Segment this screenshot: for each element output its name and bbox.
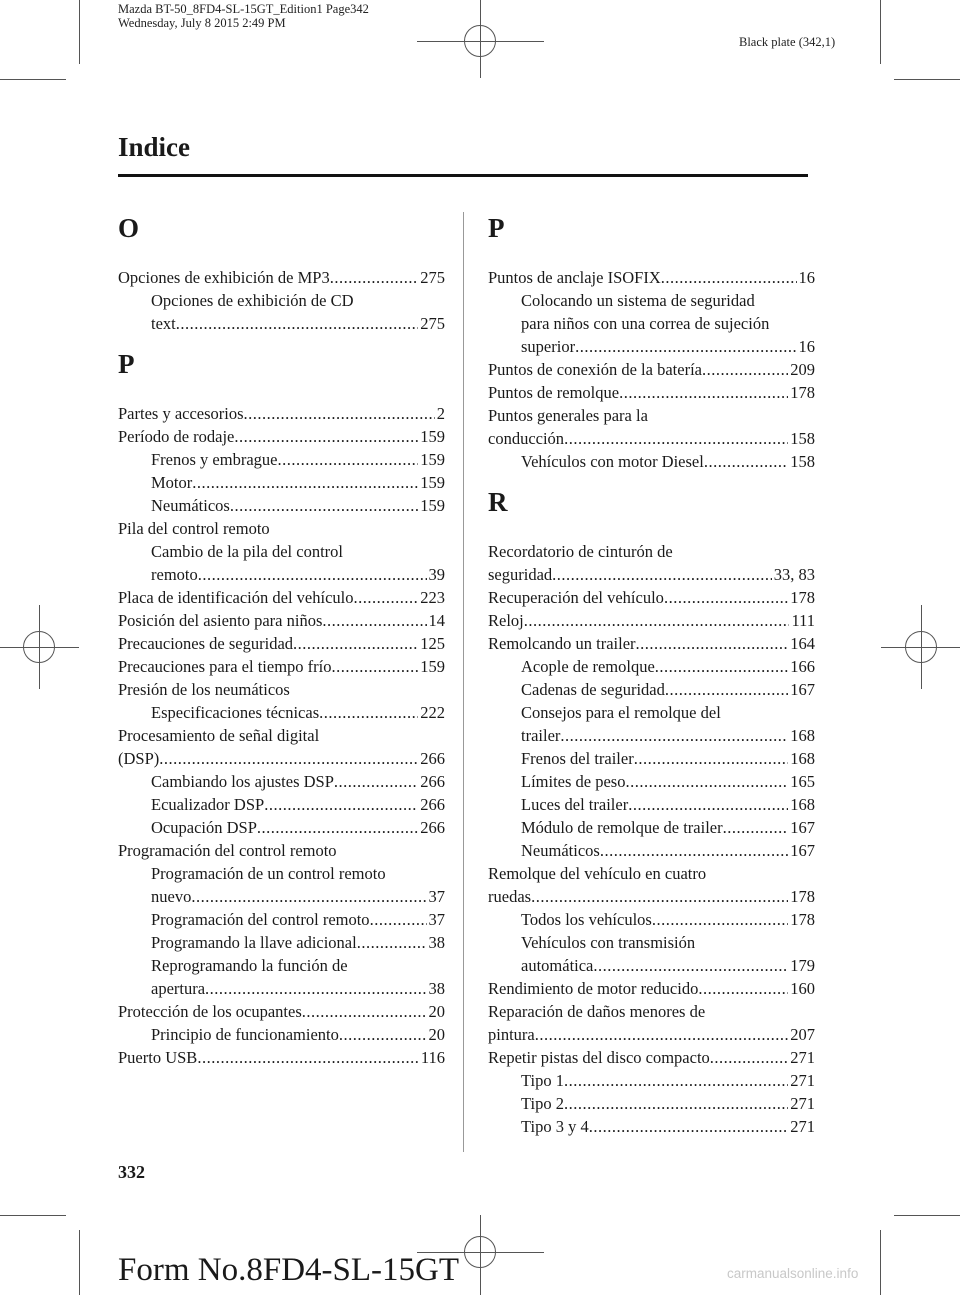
index-page-ref: 167 (790, 841, 815, 860)
index-subentry (488, 747, 815, 770)
title-rule (118, 174, 808, 177)
crop-mark-bl-horizontal (0, 1215, 66, 1216)
index-page-ref: 271 (790, 1071, 815, 1090)
dot-leader (664, 586, 788, 609)
index-subentry (488, 816, 815, 839)
index-entry (488, 1046, 815, 1069)
dot-leader (698, 977, 788, 1000)
index-entry-text: Posición del asiento para niños (118, 611, 323, 630)
index-subentry (488, 724, 815, 747)
index-page-ref: 165 (790, 772, 815, 791)
page-number: 332 (118, 1162, 145, 1182)
index-entry-text: trailer (521, 726, 561, 745)
index-subentry (118, 862, 445, 885)
index-entry-text: Recordatorio de cinturón de (488, 542, 673, 561)
index-entry (488, 1023, 815, 1046)
dot-leader (293, 632, 418, 655)
registration-target-right-circle (905, 631, 937, 663)
dot-leader (370, 908, 427, 931)
dot-leader (339, 1023, 427, 1046)
index-page-ref: 271 (790, 1094, 815, 1113)
index-entry-text: Opciones de exhibición de MP3 (118, 268, 330, 287)
index-entry (118, 724, 445, 747)
dot-leader (710, 1046, 788, 1069)
index-page-ref: 167 (790, 818, 815, 837)
print-header (118, 2, 369, 30)
dot-leader (244, 402, 435, 425)
crop-mark-tl-vertical (79, 0, 80, 64)
index-subentry (488, 908, 815, 931)
index-page-ref: 178 (790, 588, 815, 607)
index-entry (118, 839, 445, 862)
dot-leader (575, 335, 796, 358)
form-number: Form No.8FD4-SL-15GT (118, 1252, 460, 1288)
index-page-ref: 37 (428, 910, 445, 929)
index-entry-text: Tipo 1 (521, 1071, 564, 1090)
index-subentry (118, 494, 445, 517)
index-entry (488, 862, 815, 885)
crop-mark-tr-vertical (880, 0, 881, 64)
index-page-ref: 179 (790, 956, 815, 975)
index-entry-text: Cambiando los ajustes DSP (151, 772, 334, 791)
index-subentry (488, 450, 815, 473)
index-entry-text: Precauciones de seguridad (118, 634, 294, 653)
index-entry-text: Frenos del trailer (521, 749, 634, 768)
dot-leader (334, 770, 418, 793)
index-entry (488, 358, 815, 381)
index-entry-text: Todos los vehículos (521, 910, 652, 929)
index-subentry (488, 312, 815, 335)
index-entry-text: Acople de remolque (521, 657, 655, 676)
dot-leader (357, 931, 427, 954)
index-page-ref: 178 (790, 910, 815, 929)
dot-leader (619, 381, 788, 404)
dot-leader (652, 908, 788, 931)
dot-leader (589, 1115, 789, 1138)
index-entry-text: Período de rodaje (118, 427, 235, 446)
index-entry-text: Vehículos con motor Diesel (521, 452, 704, 471)
index-page-ref: 14 (428, 611, 445, 630)
index-subentry (488, 954, 815, 977)
index-page-ref: 159 (420, 427, 445, 446)
index-subentry (488, 931, 815, 954)
index-entry-text: Principio de funcionamiento (151, 1025, 339, 1044)
dot-leader (636, 632, 789, 655)
index-entry-text: Cambio de la pila del control (151, 542, 343, 561)
index-subentry (488, 655, 815, 678)
dot-leader (257, 816, 418, 839)
registration-target-left-circle (23, 631, 55, 663)
index-entry (118, 678, 445, 701)
dot-leader (634, 747, 789, 770)
index-entry-text: Puntos de conexión de la batería (488, 360, 702, 379)
index-subentry (488, 770, 815, 793)
print-header-line1: Mazda BT-50_8FD4-SL-15GT_Edition1 Page342 (118, 2, 369, 16)
index-entry (488, 404, 815, 427)
index-subentry (488, 701, 815, 724)
index-entry (488, 427, 815, 450)
index-entry-text: Presión de los neumáticos (118, 680, 290, 699)
index-subentry (488, 335, 815, 358)
index-page-ref: 33, 83 (773, 565, 815, 584)
index-entry-text: Programación del control remoto (118, 841, 337, 860)
index-entry-text: Frenos y embrague (151, 450, 278, 469)
dot-leader (524, 609, 790, 632)
registration-target-top-circle (464, 25, 496, 57)
index-entry-text: Protección de los ocupantes (118, 1002, 302, 1021)
index-entry-text: remoto (151, 565, 198, 584)
dot-leader (600, 839, 788, 862)
index-subentry (488, 793, 815, 816)
index-entry-text: nuevo (151, 887, 192, 906)
dot-leader (560, 724, 788, 747)
index-page-ref: 168 (790, 795, 815, 814)
index-page-ref: 38 (428, 933, 445, 952)
index-subentry (488, 1115, 815, 1138)
index-page-ref: 158 (790, 452, 815, 471)
index-entry-text: Remolque del vehículo en cuatro (488, 864, 707, 883)
dot-leader (192, 471, 418, 494)
index-entry-text: Luces del trailer (521, 795, 629, 814)
dot-leader (628, 793, 788, 816)
dot-leader (552, 563, 772, 586)
index-entry (118, 517, 445, 540)
index-page-ref: 111 (791, 611, 815, 630)
index-page-ref: 116 (420, 1048, 445, 1067)
index-subentry (488, 678, 815, 701)
index-subentry (118, 1023, 445, 1046)
index-entry (488, 586, 815, 609)
dot-leader (625, 770, 788, 793)
index-page-ref: 223 (420, 588, 445, 607)
index-column-left (118, 213, 445, 1069)
index-subentry (118, 312, 445, 335)
watermark: carmanualsonline.info (727, 1266, 859, 1281)
index-subentry (118, 816, 445, 839)
index-subentry (118, 448, 445, 471)
index-entry-text: Programación de un control remoto (151, 864, 386, 883)
index-entry-text: pintura (488, 1025, 535, 1044)
index-entry-text: Rendimiento de motor reducido (488, 979, 699, 998)
index-entry-text: Reparación de daños menores de (488, 1002, 706, 1021)
index-subentry (118, 954, 445, 977)
index-page-ref: 266 (420, 749, 445, 768)
dot-leader (330, 266, 419, 289)
dot-leader (264, 793, 418, 816)
index-page-ref: 207 (790, 1025, 815, 1044)
index-entry (488, 540, 815, 563)
dot-leader (531, 885, 788, 908)
index-entry-text: text (151, 314, 176, 333)
dot-leader (230, 494, 418, 517)
index-entry-text: Especificaciones técnicas (151, 703, 320, 722)
index-entry (488, 977, 815, 1000)
dot-leader (176, 312, 419, 335)
index-entry-text: Placa de identificación del vehículo (118, 588, 354, 607)
index-entry (118, 586, 445, 609)
dot-leader (159, 747, 418, 770)
dot-leader (354, 586, 419, 609)
index-column-right (488, 213, 815, 1138)
section-title: Indice (118, 132, 191, 162)
index-page-ref: 275 (420, 268, 445, 287)
index-entry-text: Consejos para el remolque del (521, 703, 721, 722)
index-entry-text: Puerto USB (118, 1048, 198, 1067)
crop-mark-tr-horizontal (894, 79, 960, 80)
index-entry-text: Procesamiento de señal digital (118, 726, 320, 745)
crop-mark-br-horizontal (894, 1215, 960, 1216)
index-entry (118, 402, 445, 425)
index-entry-text: para niños con una correa de sujeción (521, 314, 770, 333)
index-subentry (488, 1092, 815, 1115)
index-entry-text: apertura (151, 979, 206, 998)
index-entry-text: Pila del control remoto (118, 519, 270, 538)
index-page-ref: 209 (790, 360, 815, 379)
index-entry-text: Programando la llave adicional (151, 933, 357, 952)
index-entry-text: conducción (488, 429, 565, 448)
index-letter-heading: P (118, 349, 135, 379)
index-subentry (488, 289, 815, 312)
index-entry-text: Módulo de remolque de trailer (521, 818, 723, 837)
index-page-ref: 164 (790, 634, 815, 653)
dot-leader (332, 655, 419, 678)
index-subentry (488, 839, 815, 862)
index-entry-text: Precauciones para el tiempo frío (118, 657, 332, 676)
index-page-ref: 20 (428, 1002, 445, 1021)
index-entry-text: Colocando un sistema de seguridad (521, 291, 755, 310)
index-entry-text: seguridad (488, 565, 553, 584)
index-subentry (118, 701, 445, 724)
index-entry-text: Puntos de anclaje ISOFIX (488, 268, 661, 287)
dot-leader (198, 563, 427, 586)
index-page-ref: 271 (790, 1048, 815, 1067)
dot-leader (277, 448, 418, 471)
index-entry-text: Partes y accesorios (118, 404, 244, 423)
index-page-ref: 168 (790, 726, 815, 745)
index-page-ref: 275 (420, 314, 445, 333)
index-page-ref: 16 (798, 268, 815, 287)
index-page-ref: 16 (798, 337, 815, 356)
index-subentry (488, 1069, 815, 1092)
index-letter-heading: R (488, 487, 508, 517)
index-entry (488, 609, 815, 632)
index-entry-text: Cadenas de seguridad (521, 680, 665, 699)
index-page-ref: 266 (420, 795, 445, 814)
index-letter-heading: P (488, 213, 505, 243)
index-entry (118, 632, 445, 655)
registration-target-bottom-circle (464, 1236, 496, 1268)
index-entry (118, 1000, 445, 1023)
index-entry (488, 563, 815, 586)
index-entry-text: Opciones de exhibición de CD (151, 291, 354, 310)
dot-leader (661, 266, 797, 289)
index-entry-text: Repetir pistas del disco compacto (488, 1048, 710, 1067)
index-page-ref: 125 (420, 634, 445, 653)
print-header-line2: Wednesday, July 8 2015 2:49 PM (118, 16, 286, 30)
index-subentry (118, 885, 445, 908)
index-subentry (118, 540, 445, 563)
index-entry-text: Tipo 3 y 4 (521, 1117, 589, 1136)
index-subentry (118, 793, 445, 816)
index-page-ref: 39 (428, 565, 445, 584)
dot-leader (322, 609, 426, 632)
index-page-ref: 167 (790, 680, 815, 699)
index-entry (118, 655, 445, 678)
index-entry-text: (DSP) (118, 749, 160, 768)
index-entry-text: Límites de peso (521, 772, 626, 791)
index-subentry (118, 289, 445, 312)
index-page-ref: 159 (420, 473, 445, 492)
dot-leader (234, 425, 418, 448)
index-letter-heading: O (118, 213, 140, 243)
index-page-ref: 178 (790, 887, 815, 906)
index-page-ref: 38 (428, 979, 445, 998)
index-page-ref: 159 (420, 496, 445, 515)
index-entry-text: automática (521, 956, 594, 975)
index-subentry (118, 471, 445, 494)
dot-leader (704, 450, 788, 473)
index-page-ref: 159 (420, 657, 445, 676)
index-subentry (118, 563, 445, 586)
index-subentry (118, 977, 445, 1000)
index-entry (488, 632, 815, 655)
index-page-ref: 222 (420, 703, 445, 722)
dot-leader (205, 977, 426, 1000)
index-page-ref: 166 (790, 657, 815, 676)
dot-leader (655, 655, 788, 678)
index-subentry (118, 770, 445, 793)
index-entry (118, 425, 445, 448)
index-page-ref: 37 (428, 887, 445, 906)
index-entry (118, 266, 445, 289)
index-entry (488, 381, 815, 404)
index-subentry (118, 908, 445, 931)
crop-mark-bl-vertical (79, 1230, 80, 1295)
index-entry (118, 1046, 445, 1069)
index-entry-text: Motor (151, 473, 193, 492)
dot-leader (191, 885, 426, 908)
index-entry-text: Ecualizador DSP (151, 795, 265, 814)
index-page-ref: 271 (790, 1117, 815, 1136)
index-entry-text: Remolcando un trailer (488, 634, 636, 653)
index-entry-text: ruedas (488, 887, 532, 906)
column-divider (463, 212, 464, 1152)
index-entry (118, 609, 445, 632)
index-entry-text: Recuperación del vehículo (488, 588, 664, 607)
dot-leader (593, 954, 788, 977)
index-entry (488, 885, 815, 908)
plate-label: Black plate (342,1) (739, 35, 836, 49)
index-page-ref: 158 (790, 429, 815, 448)
crop-mark-tl-horizontal (0, 79, 66, 80)
index-entry (488, 1000, 815, 1023)
index-entry-text: Neumáticos (151, 496, 230, 515)
index-entry (118, 747, 445, 770)
index-page-ref: 266 (420, 818, 445, 837)
dot-leader (302, 1000, 427, 1023)
dot-leader (702, 358, 788, 381)
index-entry-text: Ocupación DSP (151, 818, 257, 837)
dot-leader (319, 701, 418, 724)
dot-leader (564, 1069, 788, 1092)
index-subentry (118, 931, 445, 954)
index-entry-text: Puntos de remolque (488, 383, 620, 402)
index-entry-text: Programación del control remoto (151, 910, 370, 929)
index-page-ref: 168 (790, 749, 815, 768)
dot-leader (564, 427, 788, 450)
index-entry-text: Reprogramando la función de (151, 956, 348, 975)
index-page-ref: 159 (420, 450, 445, 469)
index-entry-text: Neumáticos (521, 841, 600, 860)
index-page-ref: 160 (790, 979, 815, 998)
index-page-ref: 2 (436, 404, 445, 423)
index-entry (488, 266, 815, 289)
index-page-ref: 178 (790, 383, 815, 402)
dot-leader (723, 816, 789, 839)
crop-mark-br-vertical (880, 1230, 881, 1295)
dot-leader (564, 1092, 788, 1115)
index-entry-text: superior (521, 337, 576, 356)
index-page-ref: 20 (428, 1025, 445, 1044)
index-entry-text: Tipo 2 (521, 1094, 564, 1113)
index-entry-text: Vehículos con transmisión (521, 933, 696, 952)
index-page-ref: 266 (420, 772, 445, 791)
dot-leader (665, 678, 788, 701)
dot-leader (197, 1046, 419, 1069)
index-entry-text: Puntos generales para la (488, 406, 648, 425)
index-entry-text: Reloj (488, 611, 524, 630)
dot-leader (535, 1023, 789, 1046)
